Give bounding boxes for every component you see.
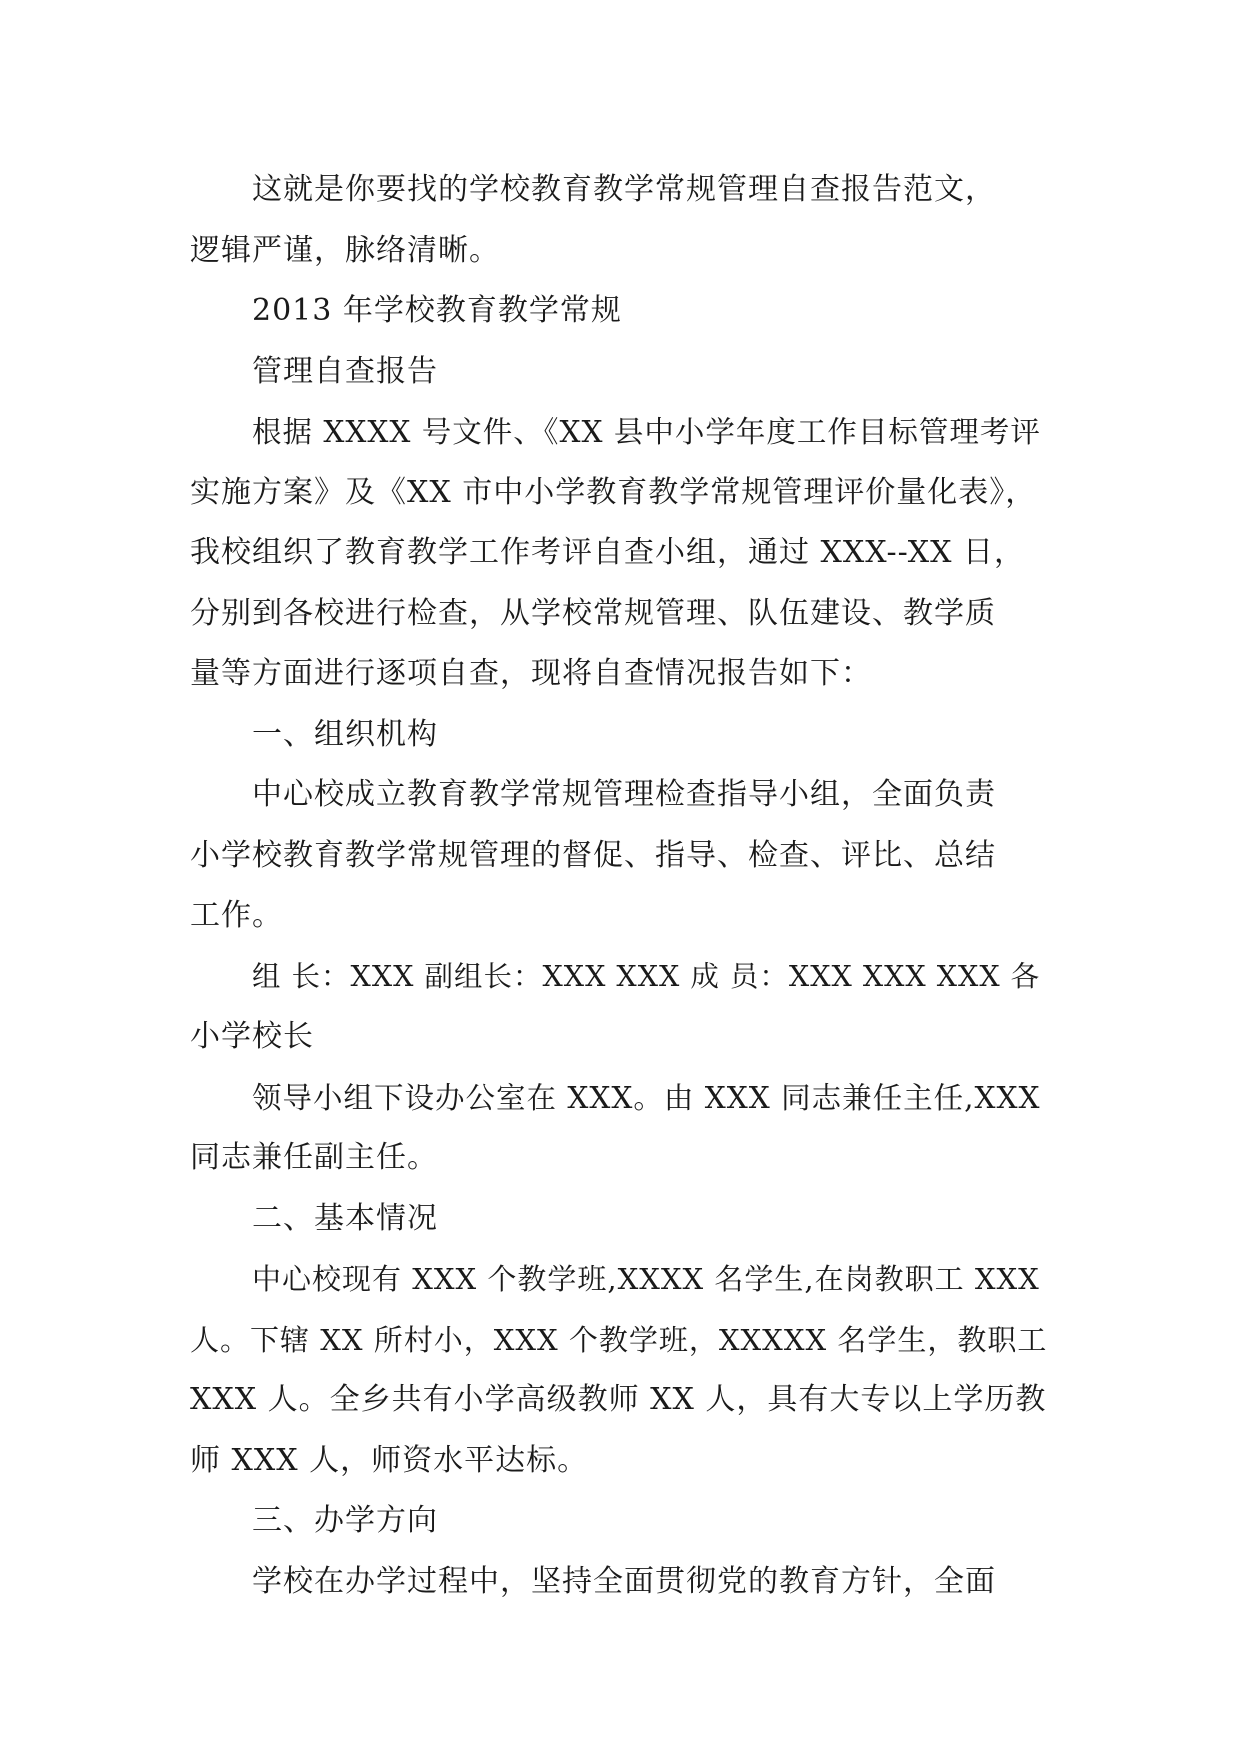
text-line: 小学校教育教学常规管理的督促、指导、检查、评比、总结 (190, 837, 996, 873)
text-line: 领导小组下设办公室在 XXX。由 XXX 同志兼任主任,XXX (252, 1080, 1041, 1115)
text-line: 根据 XXXX 号文件、《XX 县中小学年度工作目标管理考评 (252, 415, 1041, 449)
text-line: 我校组织了教育教学工作考评自查小组，通过 XXX--XX 日， (190, 535, 1025, 570)
text-line: 中心校现有 XXX 个教学班,XXXX 名学生,在岗教职工 XXX (252, 1262, 1040, 1296)
section-heading: 三、办学方向 (252, 1503, 438, 1538)
text-line: 师 XXX 人，师资水平达标。 (190, 1442, 589, 1478)
report-title-line-1: 2013 年学校教育教学常规 (252, 293, 622, 328)
report-title-line-2: 管理自查报告 (252, 353, 438, 389)
text-line: XXX 人。全乡共有小学高级教师 XX 人，具有大专以上学历教 (190, 1382, 1047, 1417)
text-line: 人。下辖 XX 所村小，XXX 个教学班，XXXXX 名学生，教职工 (190, 1322, 1048, 1357)
text-line: 学校在办学过程中，坚持全面贯彻党的教育方针，全面 (252, 1563, 996, 1599)
text-line: 分别到各校进行检查，从学校常规管理、队伍建设、教学质 (190, 595, 996, 631)
document-body (190, 160, 1050, 1612)
text-line: 逻辑严谨，脉络清晰。 (190, 232, 500, 268)
text-line: 量等方面进行逐项自查，现将自查情况报告如下： (190, 656, 872, 691)
text-line: 中心校成立教育教学常规管理检查指导小组，全面负责 (252, 777, 996, 812)
section-heading: 二、基本情况 (252, 1200, 438, 1236)
section-heading: 一、组织机构 (252, 716, 438, 752)
text-line: 工作。 (190, 898, 283, 933)
text-line: 这就是你要找的学校教育教学常规管理自查报告范文， (252, 172, 996, 207)
text-line: 小学校长 (190, 1019, 314, 1054)
text-line: 实施方案》及《XX 市中小学教育教学常规管理评价量化表》， (190, 474, 1037, 510)
text-line: 组 长：XXX 副组长：XXX XXX 成 员：XXX XXX XXX 各 (252, 959, 1041, 993)
text-line: 同志兼任副主任。 (190, 1140, 438, 1175)
